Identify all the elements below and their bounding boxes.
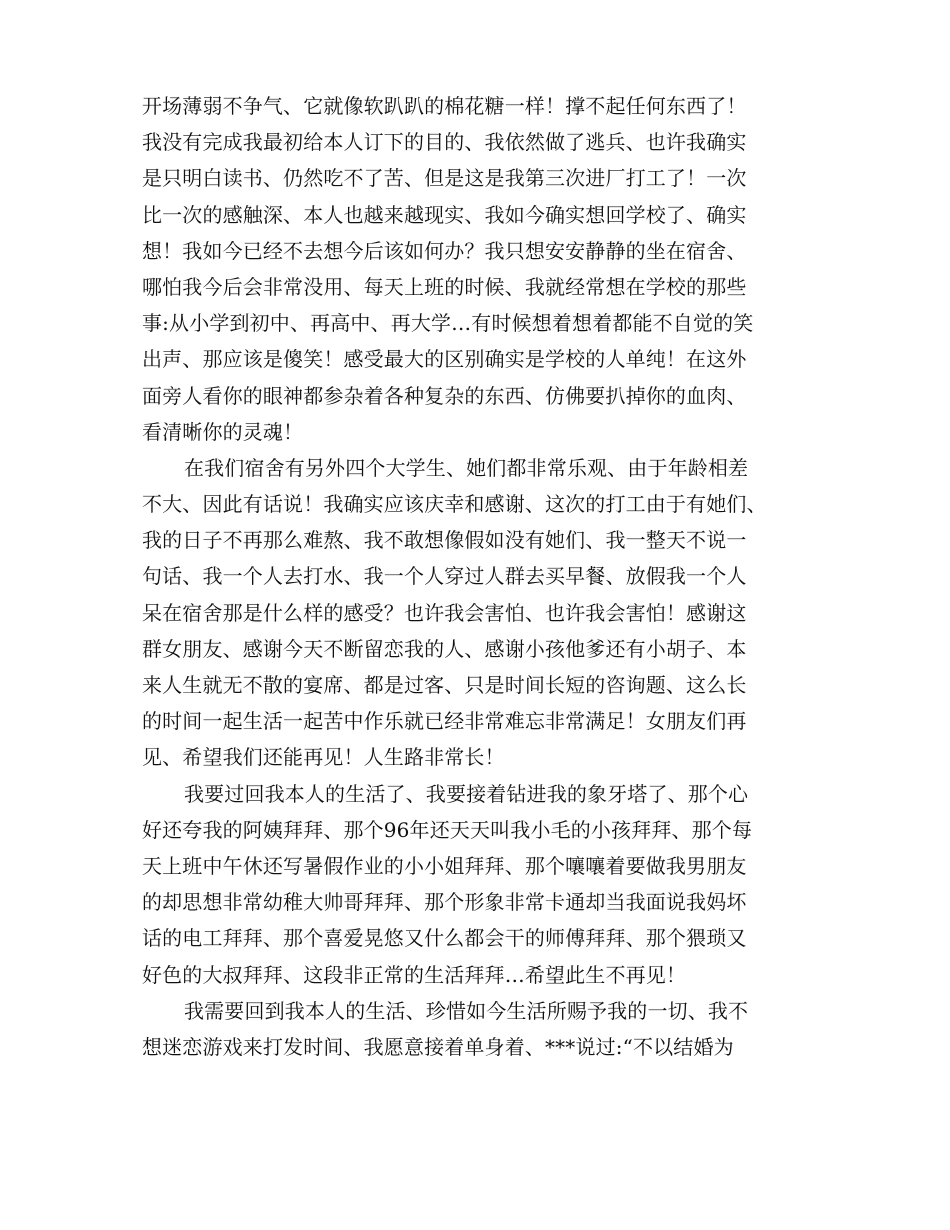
text-line: 好还夸我的阿姨拜拜、那个96年还天天叫我小毛的小孩拜拜、那个每 [142,817,753,842]
text-line: 话的电工拜拜、那个喜爱晃悠又什么都会干的师傅拜拜、那个猥琐又 [142,926,747,951]
text-line: 我要过回我本人的生活了、我要接着钻进我的象牙塔了、那个心 [184,781,749,806]
text-line: 在我们宿舍有另外四个大学生、她们都非常乐观、由于年龄相差 [184,455,749,480]
text-line: 哪怕我今后会非常没用、每天上班的时候、我就经常想在学校的那些 [142,274,747,299]
text-line: 事:从小学到初中、再高中、再大学…有时候想着想着都能不自觉的笑 [142,311,754,336]
text-line: 好色的大叔拜拜、这段非正常的生活拜拜…希望此生不再见！ [142,962,687,987]
text-line: 句话、我一个人去打水、我一个人穿过人群去买早餐、放假我一个人 [142,564,747,589]
text-line: 见、希望我们还能再见！人生路非常长！ [142,745,505,770]
text-line: 我需要回到我本人的生活、珍惜如今生活所赐予我的一切、我不 [184,998,749,1023]
text-line: 面旁人看你的眼神都参杂着各种复杂的东西、仿佛要扒掉你的血肉、 [142,383,747,408]
text-line: 我没有完成我最初给本人订下的目的、我依然做了逃兵、也许我确实 [142,130,747,155]
text-line: 不大、因此有话说！我确实应该庆幸和感谢、这次的打工由于有她们、 [142,492,767,517]
text-line: 比一次的感触深、本人也越来越现实、我如今确实想回学校了、确实 [142,202,747,227]
text-line: 出声、那应该是傻笑！感受最大的区别确实是学校的人单纯！在这外 [142,347,747,372]
text-line: 呆在宿舍那是什么样的感受？也许我会害怕、也许我会害怕！感谢这 [142,600,747,625]
text-line: 看清晰你的灵魂！ [142,419,304,444]
text-line: 天上班中午休还写暑假作业的小小姐拜拜、那个嚷嚷着要做我男朋友 [142,853,747,878]
text-line: 的却思想非常幼稚大帅哥拜拜、那个形象非常卡通却当我面说我妈坏 [142,890,747,915]
text-line: 群女朋友、感谢今天不断留恋我的人、感谢小孩他爹还有小胡子、本 [142,636,747,661]
text-line: 想迷恋游戏来打发时间、我愿意接着单身着、***说过:“不以结婚为 [142,1034,734,1059]
text-line: 的时间一起生活一起苦中作乐就已经非常难忘非常满足！女朋友们再 [142,709,747,734]
text-line: 想！我如今已经不去想今后该如何办？我只想安安静静的坐在宿舍、 [142,238,747,263]
text-line: 开场薄弱不争气、它就像软趴趴的棉花糖一样！撑不起任何东西了！ [142,94,747,118]
text-line: 来人生就无不散的宴席、都是过客、只是时间长短的咨询题、这么长 [142,673,747,697]
text-line: 是只明白读书、仍然吃不了苦、但是这是我第三次进厂打工了！一次 [142,166,747,191]
text-line: 我的日子不再那么难熬、我不敢想像假如没有她们、我一整天不说一 [142,528,747,553]
document-page [142,88,818,1065]
